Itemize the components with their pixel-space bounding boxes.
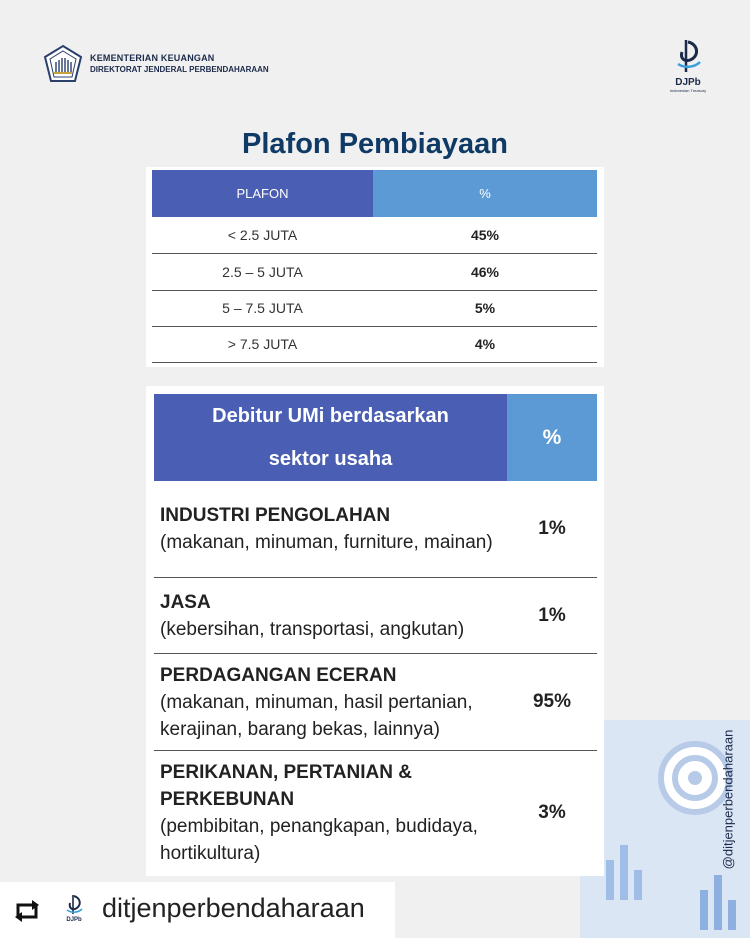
plafon-percent: 46% [470, 264, 500, 280]
side-handle [714, 722, 734, 882]
plafon-column-header: PLAFON [152, 170, 373, 217]
sector-table [146, 386, 604, 876]
sector-description: (makanan, minuman, hasil pertanian, kerajinan, barang bekas, lainnya) [160, 691, 473, 740]
plafon-table-header [152, 170, 597, 217]
table-row [152, 290, 597, 327]
ministry-name: KEMENTERIAN KEUANGAN [90, 53, 215, 63]
sector-column-header [154, 394, 507, 481]
sector-description: (kebersihan, transportasi, angkutan) [160, 618, 465, 640]
sector-percent: 3% [538, 802, 566, 823]
kemenkeu-logo-block [42, 44, 269, 84]
table-row [152, 326, 597, 363]
djpb-logo-block [664, 38, 712, 93]
side-handle-text: @ditjenperbendaharaan [720, 729, 736, 870]
avatar[interactable] [58, 892, 90, 924]
plafon-percent: 5% [474, 300, 496, 316]
table-row [154, 481, 597, 578]
plafon-range: 5 – 7.5 JUTA [222, 300, 303, 316]
page-title: Plafon Pembiayaan [242, 128, 508, 160]
plafon-percent: 4% [474, 336, 496, 352]
sector-name: PERDAGANGAN ECERAN [160, 664, 397, 686]
plafon-range: > 7.5 JUTA [227, 336, 298, 352]
plafon-table [146, 167, 604, 367]
table-row [152, 254, 597, 291]
sector-percent: 95% [532, 691, 572, 712]
sector-table-header [154, 394, 597, 481]
plafon-range: < 2.5 JUTA [227, 227, 298, 243]
sector-name: PERIKANAN, PERTANIAN & PERKEBUNAN [160, 762, 412, 810]
repost-icon[interactable] [12, 898, 42, 924]
table-row [154, 751, 597, 875]
djpb-avatar-icon [58, 892, 90, 924]
sector-name: INDUSTRI PENGOLAHAN [160, 505, 391, 526]
sector-percent: 1% [538, 518, 566, 539]
djpb-logo-icon [664, 38, 712, 74]
sector-header-line1: Debitur UMi berdasarkan [212, 404, 449, 427]
sector-percent: 1% [538, 604, 566, 626]
djpb-subtitle: Indonesian Treasury [669, 88, 707, 93]
sector-percent-header: % [507, 394, 597, 481]
plafon-range: 2.5 – 5 JUTA [222, 264, 303, 280]
avatar-label: DJPb [66, 917, 82, 923]
djpb-name: DJPb [675, 77, 701, 88]
directorate-name: DIREKTORAT JENDERAL PERBENDAHARAAN [90, 65, 269, 74]
sector-name: JASA [160, 591, 211, 613]
kemenkeu-emblem-icon [42, 44, 84, 84]
repost-username[interactable]: ditjenperbendaharaan [102, 893, 365, 923]
table-row [154, 654, 597, 751]
percent-column-header: % [373, 170, 597, 217]
plafon-percent: 45% [470, 227, 500, 243]
table-row [152, 217, 597, 254]
sector-header-line2: sektor usaha [268, 447, 393, 470]
sector-description: (makanan, minuman, furniture, mainan) [160, 532, 493, 553]
sector-description: (pembibitan, penangkapan, budidaya, hortikultura) [160, 816, 478, 864]
table-row [154, 578, 597, 654]
